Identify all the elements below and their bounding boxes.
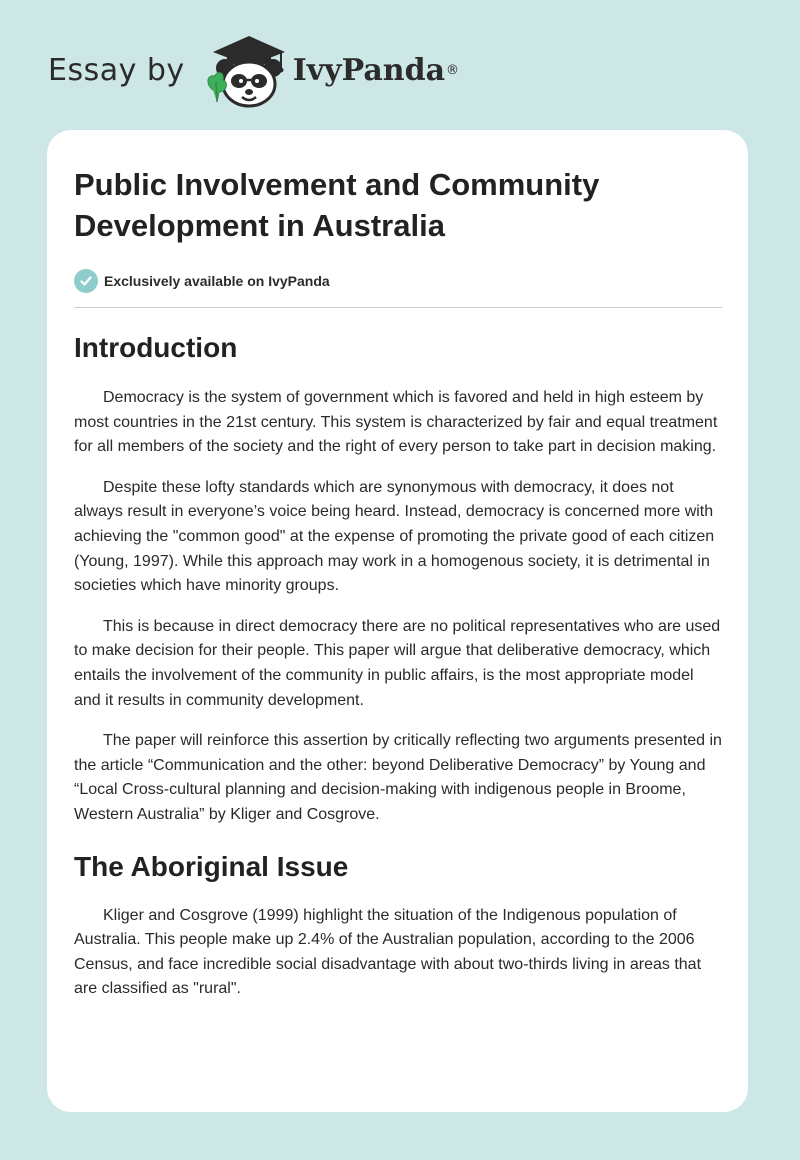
- section-aboriginal-issue: [74, 850, 722, 1002]
- section-heading: The Aboriginal Issue: [74, 850, 349, 882]
- paragraph: The paper will reinforce this assertion by critically reflecting two arguments presented in the article “Communication and the other: beyond Deliberative Democracy” by Young and “Local Cross-cultural planning and decision-making with indigenous people in Broome, Western Australia” by Kliger and Cosgrove.: [74, 732, 722, 823]
- exclusive-badge: [74, 269, 722, 293]
- paragraph: This is because in direct democracy there are no political representatives who are used to make decision for their people. This paper will argue that deliberative democracy, which entails the involvement of the community in public affairs, is the most appropriate model and it results in community development.: [74, 617, 721, 709]
- paragraph: Despite these lofty standards which are synonymous with democracy, it does not always result in everyone’s voice being heard. Instead, democracy is concerned more with achieving the "common good" at the expense of promoting the private good of each citizen (Young, 1997). While this approach may work in a homogenous society, it is detrimental in societies which have minority groups.: [74, 478, 715, 595]
- exclusive-text: Exclusively available on IvyPanda: [104, 273, 330, 289]
- paragraph: Kliger and Cosgrove (1999) highlight the situation of the Indigenous population of Australia. This people make up 2.4% of the Australian population, according to the 2006 Census, and face incredible social disadvantage with about two-thirds living in areas that are classified as "rural".: [74, 906, 702, 998]
- title-divider: [74, 307, 722, 308]
- essay-card: [47, 130, 748, 1112]
- panda-graduate-icon[interactable]: [201, 30, 287, 110]
- section-introduction: [74, 331, 722, 828]
- site-header: [48, 30, 459, 110]
- section-heading: Introduction: [74, 332, 238, 363]
- brand-name[interactable]: IvyPanda: [292, 52, 446, 88]
- brand-prefix: Essay by: [48, 52, 185, 88]
- registered-mark: ®: [446, 62, 460, 78]
- check-icon: [74, 269, 98, 293]
- paragraph: Democracy is the system of government which is favored and held in high esteem by most countries in the 21st century. This system is characterized by fair and equal treatment for all members of the society and the right of every person to take part in decision making.: [74, 389, 718, 456]
- essay-title: Public Involvement and Community Development in Australia: [74, 167, 600, 243]
